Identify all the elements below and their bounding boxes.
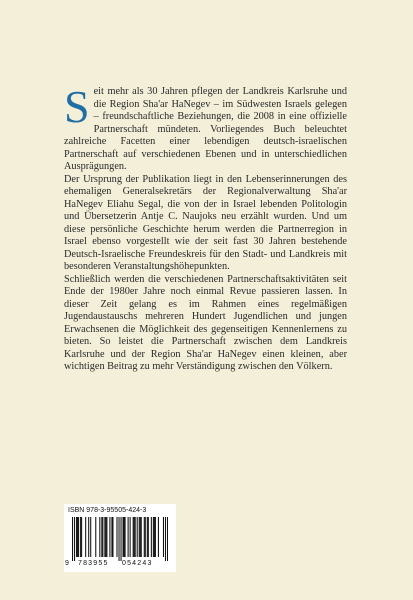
barcode-bar [147, 517, 148, 557]
barcode-bar [128, 517, 129, 557]
barcode-bar [134, 517, 135, 557]
barcode-bar [139, 517, 140, 557]
barcode [64, 504, 176, 572]
barcode-bar [72, 517, 73, 561]
isbn-label: ISBN 978-3-95505-424-3 [68, 507, 147, 514]
barcode-bar [85, 517, 86, 557]
barcode-bars [72, 517, 168, 561]
barcode-bar [106, 517, 107, 557]
barcode-bar [90, 517, 91, 557]
barcode-bar [111, 517, 112, 557]
barcode-bar [118, 517, 119, 561]
barcode-bar [88, 517, 89, 557]
barcode-bar [155, 517, 156, 557]
barcode-bar [167, 517, 168, 561]
barcode-bar [140, 517, 141, 557]
blurb-paragraph-2: Der Ursprung der Publikation liegt in den Lebenserinnerungen des ehemaligen Generalsekretärs der Regionalverwaltung Sha'ar HaNegev Eliahu Segal, die von der in Israel lebenden Politologin und Übersetzerin Antje C. Naujoks neu erzählt wurden. Und um diese persönliche Geschichte herum werden die Partnerregion in Israel ebenso vorgestellt wie der seit fast 30 Jahren bestehende Deutsch-Israelische Freundeskreis für den Stadt- und Landkreis mit besonderen Veranstaltungshöhepunkten. [64, 173, 347, 272]
barcode-bar [154, 517, 155, 557]
barcode-bar [102, 517, 103, 557]
barcode-bar [101, 517, 102, 557]
blurb-paragraph-1 [64, 81, 347, 174]
barcode-bar [112, 517, 113, 557]
barcode-bar [109, 517, 110, 557]
barcode-bar [81, 517, 82, 557]
barcode-bar [76, 517, 77, 557]
barcode-bar [165, 517, 166, 561]
barcode-bar [137, 517, 138, 557]
ean-right-digits: 054243 [122, 560, 153, 567]
barcode-bar [121, 517, 122, 561]
barcode-bar [158, 517, 159, 557]
barcode-bar [135, 517, 136, 557]
barcode-bar [124, 517, 125, 557]
barcode-bar [141, 517, 142, 557]
barcode-bar [77, 517, 78, 557]
barcode-bar [78, 517, 79, 557]
ean-left-digits: 783955 [78, 560, 109, 567]
barcode-bar [153, 517, 154, 557]
barcode-bar [133, 517, 134, 557]
blurb-paragraph-1-text: eit mehr als 30 Jahren pflegen der Landkreis Karlsruhe und die Region Sha'ar HaNegev – im Südwesten Israels gelegen – freundschaftliche Beziehungen, die 2008 in eine offizielle Partnerschaft mündeten. Vorliegendes Buch beleuchtet zahlreiche Facetten einer lebendigen deutsch-israelischen Partnerschaft auf verschiedenen Ebenen und in unterschiedlichen Ausprägungen. [64, 86, 347, 172]
barcode-bar [123, 517, 124, 557]
barcode-bar [151, 517, 152, 557]
barcode-bar [105, 517, 106, 557]
blurb-paragraph-3: Schließlich werden die verschiedenen Partnerschaftsaktivitäten seit Ende der 1980er Jahre noch einmal Revue passieren lassen. In dieser Zeit gelang es im Rahmen eines regelmäßigen Jugendaustauschs mehreren Hundert Jugendlichen und jungen Erwachsenen die Möglichkeit des gegenseitigen Kennenlernens zu bieten. So leistet die Partnerschaft zwischen dem Landkreis Karlsruhe und der Region Sha'ar HaNegev einen kleinen, aber wichtigen Beitrag zu mehr Verständigung zwischen den Völkern. [64, 273, 347, 372]
barcode-bar [99, 517, 100, 557]
barcode-bar [74, 517, 75, 561]
barcode-bar [130, 517, 131, 557]
barcode-bar [80, 517, 81, 557]
barcode-bar [145, 517, 146, 557]
barcode-bar [163, 517, 164, 557]
barcode-bar [125, 517, 126, 557]
blurb-text [64, 81, 347, 374]
barcode-bar [144, 517, 145, 557]
barcode-bar [104, 517, 105, 557]
ean-first-digit: 9 [65, 560, 69, 567]
barcode-bar [116, 517, 117, 557]
barcode-bar [148, 517, 149, 557]
drop-cap: S [64, 81, 90, 132]
barcode-bar [95, 517, 96, 557]
